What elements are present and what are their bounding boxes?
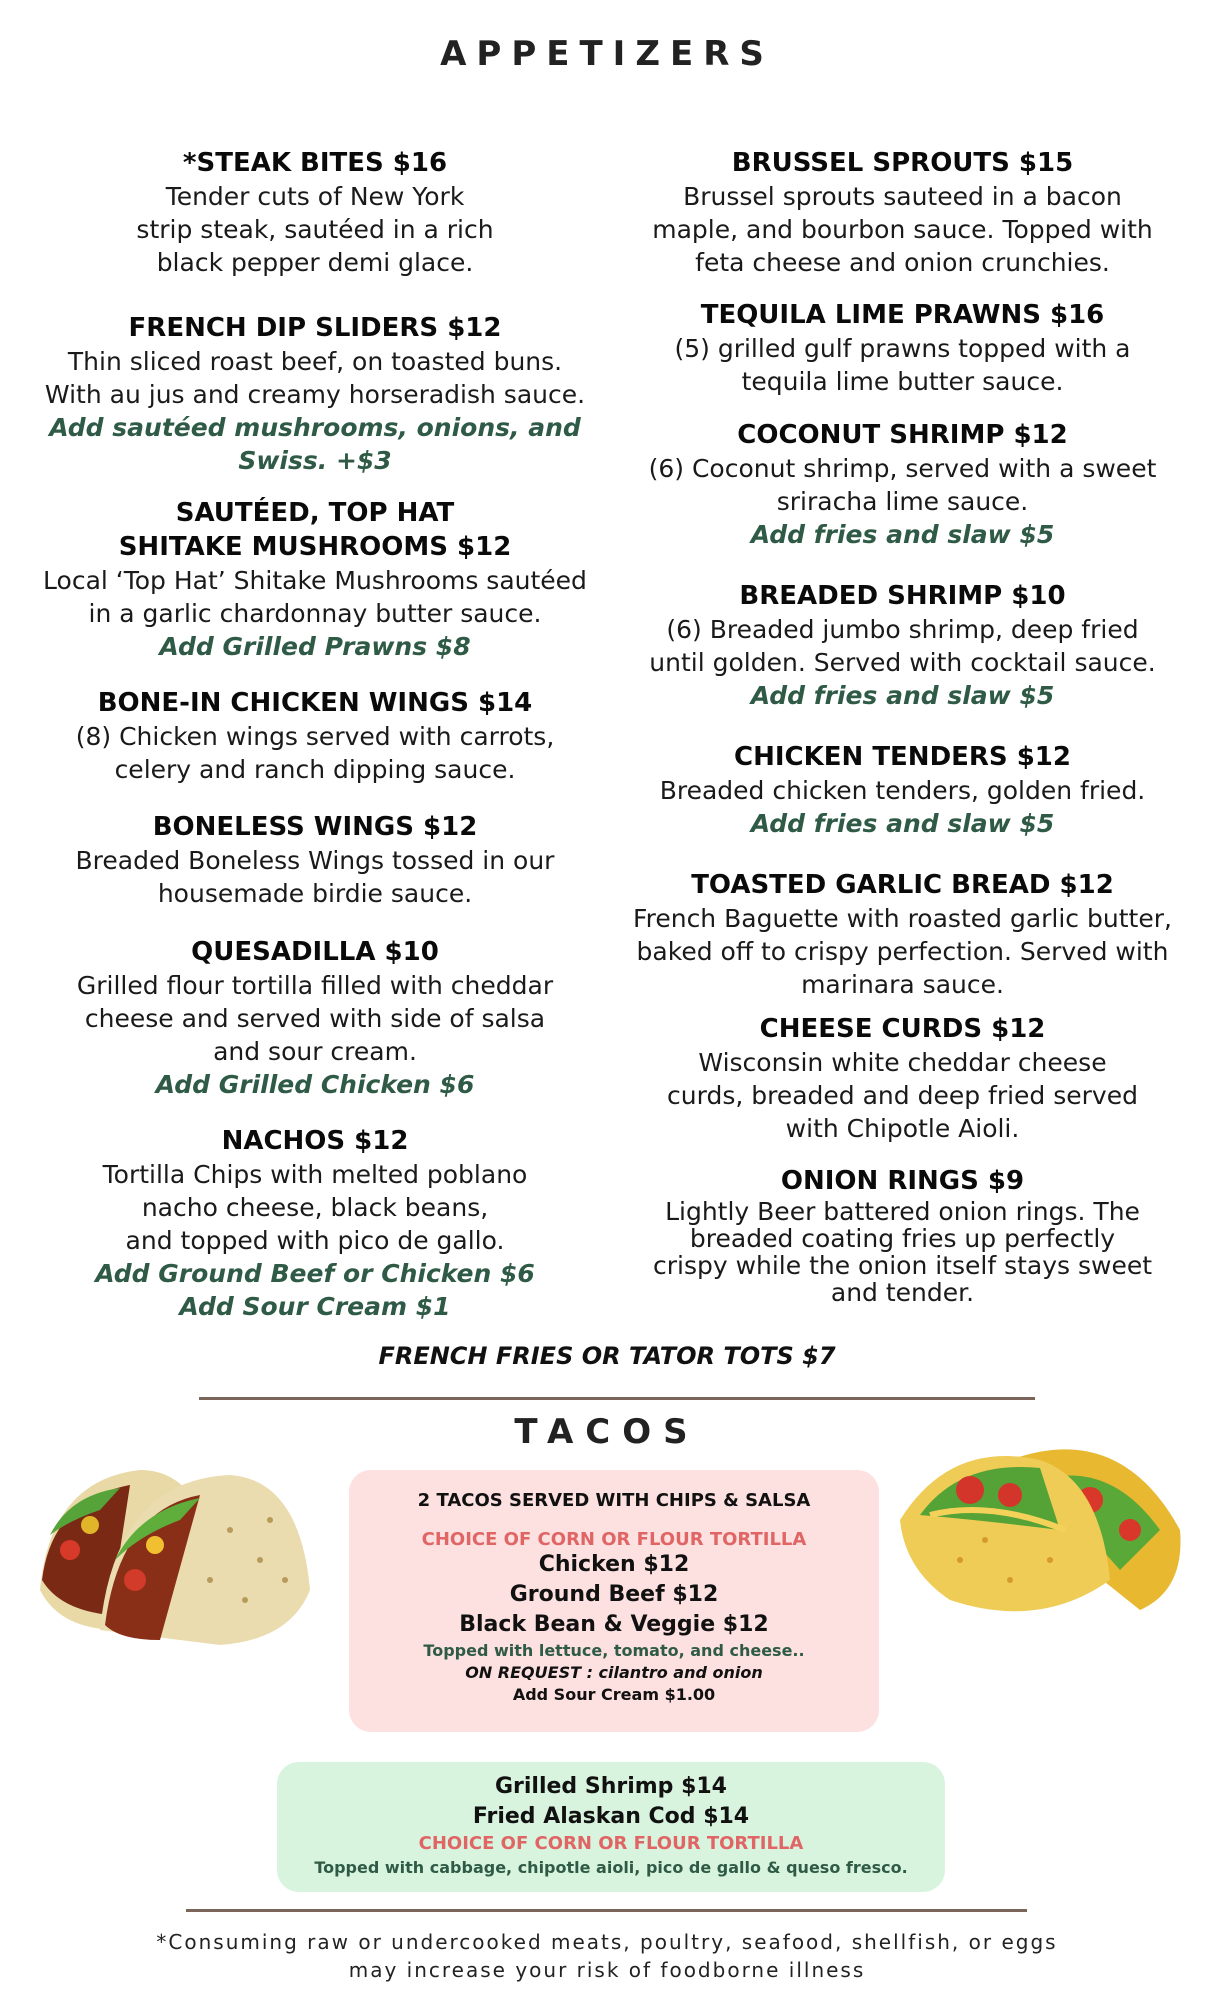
item-addon-line: Swiss. +$3	[238, 446, 392, 475]
seafood-taco-box	[277, 1762, 945, 1892]
item-desc-line: Lightly Beer battered onion rings. The	[665, 1197, 1140, 1226]
seafood-toppings: Topped with cabbage, chipotle aioli, pico de gallo & queso fresco.	[314, 1858, 908, 1877]
item-desc-line: (6) Breaded jumbo shrimp, deep fried	[666, 615, 1139, 644]
item-addon-line: Add Grilled Chicken $6	[155, 1070, 475, 1099]
item-desc-line: Breaded chicken tenders, golden fried.	[659, 776, 1146, 805]
item-desc-line: nacho cheese, black beans,	[141, 1193, 489, 1222]
item-desc-line: and sour cream.	[213, 1037, 417, 1066]
item-desc-line: with Chipotle Aioli.	[785, 1114, 1020, 1143]
disclaimer-line: *Consuming raw or undercooked meats, poultry, seafood, shellfish, or eggs	[156, 1930, 1058, 1954]
item-name: FRENCH DIP SLIDERS $12	[128, 313, 502, 343]
menu-item-french-dip-sliders	[25, 311, 605, 477]
item-name: COCONUT SHRIMP $12	[737, 420, 1068, 450]
appetizers-title: APPETIZERS	[440, 34, 774, 74]
taco-box-heading: 2 TACOS SERVED WITH CHIPS & SALSA	[417, 1490, 811, 1511]
taco-option: Black Bean & Veggie $12	[459, 1612, 769, 1637]
disclaimer-line: may increase your risk of foodborne illness	[348, 1958, 866, 1982]
item-desc-line: crispy while the onion itself stays sweet	[652, 1251, 1153, 1280]
sour-cream-addon: Add Sour Cream $1.00	[512, 1685, 716, 1704]
item-desc-line: black pepper demi glace.	[156, 248, 474, 277]
item-name: NACHOS $12	[221, 1126, 409, 1156]
taco-options-box	[349, 1470, 879, 1732]
tacos-title: TACOS	[514, 1412, 700, 1452]
fries-tots-line: FRENCH FRIES OR TATOR TOTS $7	[378, 1342, 836, 1370]
item-desc-line: maple, and bourbon sauce. Topped with	[652, 215, 1153, 244]
menu-item-quesadilla	[25, 935, 605, 1101]
item-desc-line: breaded coating fries up perfectly	[689, 1224, 1116, 1253]
item-desc-line: and topped with pico de gallo.	[125, 1226, 505, 1255]
item-desc-line: baked off to crispy perfection. Served with	[636, 937, 1169, 966]
item-name: BONELESS WINGS $12	[152, 812, 478, 842]
item-desc-line: feta cheese and onion crunchies.	[695, 248, 1110, 277]
tortilla-choice-label: CHOICE OF CORN OR FLOUR TORTILLA	[418, 1833, 804, 1854]
item-name: BONE-IN CHICKEN WINGS $14	[97, 688, 533, 718]
item-name: BREADED SHRIMP $10	[739, 581, 1066, 611]
item-desc-line: strip steak, sautéed in a rich	[136, 215, 494, 244]
item-desc-line: and tender.	[830, 1278, 975, 1307]
item-desc-line: Tender cuts of New York	[165, 182, 465, 211]
item-desc-line: Wisconsin white cheddar cheese	[698, 1048, 1107, 1077]
item-desc-line: marinara sauce.	[801, 970, 1004, 999]
item-addon-line: Add fries and slaw $5	[750, 681, 1055, 710]
menu-item-cheese-curds	[625, 1012, 1180, 1145]
menu-item-breaded-shrimp	[625, 579, 1180, 712]
item-addon-line: Add Ground Beef or Chicken $6	[95, 1259, 535, 1288]
item-desc-line: French Baguette with roasted garlic butter,	[633, 904, 1172, 933]
item-desc-line: Grilled flour tortilla filled with cheddar	[76, 971, 554, 1000]
menu-item-boneless-wings	[25, 810, 605, 910]
menu-item-bone-in-wings	[25, 686, 605, 786]
item-addon-line: Add Grilled Prawns $8	[159, 632, 471, 661]
item-desc-line: housemade birdie sauce.	[157, 879, 473, 908]
health-disclaimer	[0, 1928, 1214, 1984]
item-addon-line: Add sautéed mushrooms, onions, and	[49, 413, 581, 442]
tortilla-choice-label: CHOICE OF CORN OR FLOUR TORTILLA	[421, 1529, 807, 1550]
item-desc-line: (5) grilled gulf prawns topped with a	[674, 334, 1131, 363]
soft-tacos-image	[30, 1440, 330, 1650]
item-name: BRUSSEL SPROUTS $15	[731, 148, 1074, 178]
item-desc-line: (8) Chicken wings served with carrots,	[75, 722, 555, 751]
item-desc-line: until golden. Served with cocktail sauce.	[649, 648, 1156, 677]
divider-bottom	[186, 1909, 1027, 1912]
item-addon-line: Add fries and slaw $5	[750, 809, 1055, 838]
item-desc-line: With au jus and creamy horseradish sauce.	[44, 380, 586, 409]
item-addon-line: Add fries and slaw $5	[750, 520, 1055, 549]
item-desc-line: Tortilla Chips with melted poblano	[102, 1160, 528, 1189]
divider-top	[199, 1397, 1035, 1400]
menu-item-onion-rings	[625, 1164, 1180, 1306]
item-name: CHICKEN TENDERS $12	[734, 742, 1071, 772]
item-name: *STEAK BITES $16	[182, 148, 448, 178]
item-desc-line: Breaded Boneless Wings tossed in our	[75, 846, 555, 875]
menu-item-garlic-bread	[625, 868, 1180, 1001]
item-desc-line: celery and ranch dipping sauce.	[114, 755, 516, 784]
item-addon-line: Add Sour Cream $1	[179, 1292, 451, 1321]
item-name: TOASTED GARLIC BREAD $12	[691, 870, 1114, 900]
item-desc-line: tequila lime butter sauce.	[741, 367, 1064, 396]
item-desc-line: in a garlic chardonnay butter sauce.	[88, 599, 542, 628]
menu-item-coconut-shrimp	[625, 418, 1180, 551]
menu-item-nachos	[25, 1124, 605, 1323]
taco-option: Ground Beef $12	[509, 1582, 719, 1607]
taco-option: Chicken $12	[538, 1552, 690, 1577]
item-desc-line: Brussel sprouts sauteed in a bacon	[683, 182, 1122, 211]
seafood-option: Fried Alaskan Cod $14	[472, 1804, 750, 1829]
hard-tacos-image	[890, 1420, 1190, 1630]
item-name: QUESADILLA $10	[191, 937, 439, 967]
taco-toppings: Topped with lettuce, tomato, and cheese..	[423, 1641, 805, 1660]
item-name: SHITAKE MUSHROOMS $12	[118, 532, 512, 562]
on-request-note: ON REQUEST : cilantro and onion	[465, 1663, 763, 1682]
item-name: SAUTÉED, TOP HAT	[175, 498, 455, 528]
item-desc-line: Local ‘Top Hat’ Shitake Mushrooms sautéed	[43, 566, 587, 595]
menu-item-chicken-tenders	[625, 740, 1180, 840]
item-desc-line: curds, breaded and deep fried served	[667, 1081, 1138, 1110]
item-desc-line: Thin sliced roast beef, on toasted buns.	[67, 347, 563, 376]
menu-item-tequila-lime-prawns	[625, 298, 1180, 398]
menu-item-shitake-mushrooms	[25, 496, 605, 663]
item-desc-line: sriracha lime sauce.	[776, 487, 1029, 516]
menu-item-steak-bites	[25, 146, 605, 279]
item-name: TEQUILA LIME PRAWNS $16	[700, 300, 1105, 330]
item-desc-line: (6) Coconut shrimp, served with a sweet	[648, 454, 1157, 483]
item-name: CHEESE CURDS $12	[759, 1014, 1046, 1044]
item-name: ONION RINGS $9	[780, 1166, 1025, 1196]
item-desc-line: cheese and served with side of salsa	[84, 1004, 546, 1033]
seafood-option: Grilled Shrimp $14	[494, 1774, 727, 1799]
menu-item-brussel-sprouts	[625, 146, 1180, 279]
